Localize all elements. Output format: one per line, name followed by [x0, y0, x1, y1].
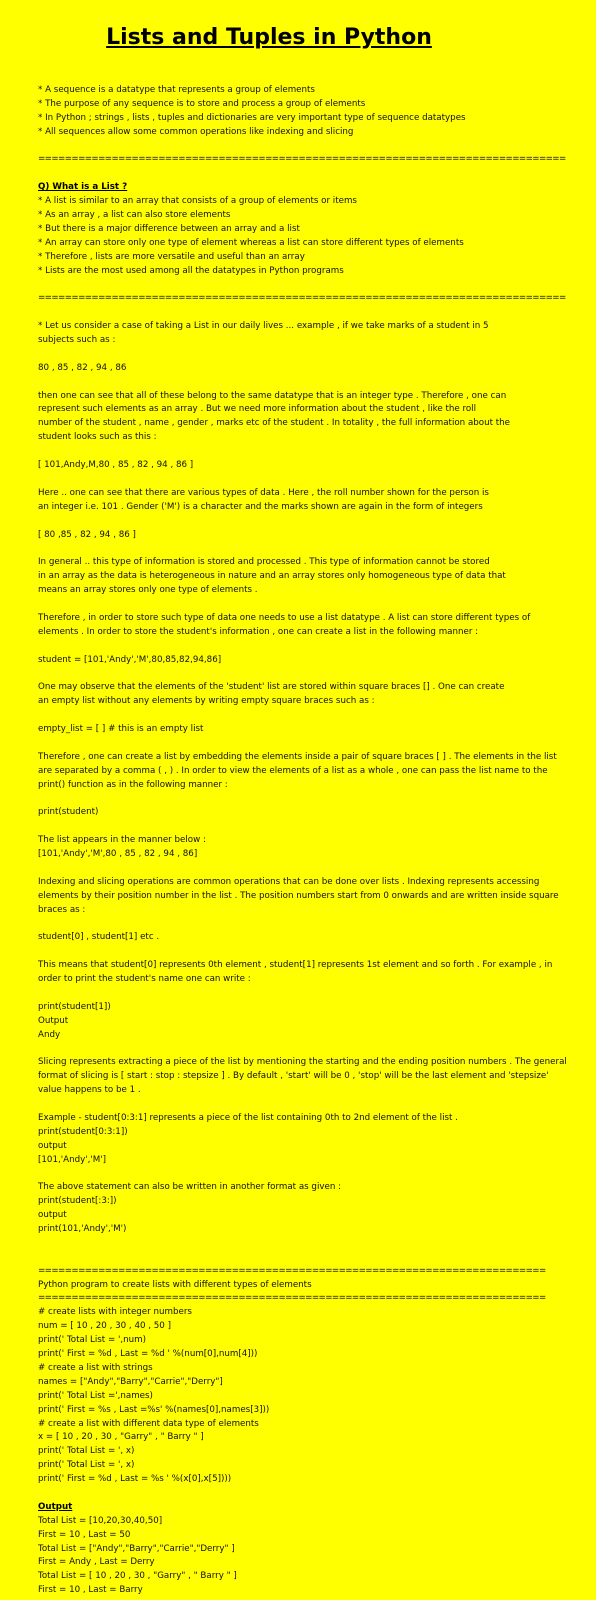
- body-line: print(student[1]): [38, 1001, 111, 1012]
- body-line: output: [38, 1210, 67, 1221]
- spacer: [38, 1487, 588, 1501]
- spacer: [38, 1251, 588, 1265]
- list-point: * Therefore , lists are more versatile and useful than an array: [38, 251, 305, 262]
- body-line: format of slicing is [ start : stop : stepsize ] . By default , 'start' will be 0 , 'stop' will be the last element and 'stepsize': [38, 1071, 549, 1082]
- code-line: # create a list with strings: [38, 1362, 153, 1373]
- body-line: [38, 1167, 588, 1181]
- body-line: In general .. this type of information is stored and processed . This type of information cannot be stored: [38, 557, 490, 568]
- list-point: * A list is similar to an array that consists of a group of elements or items: [38, 196, 357, 207]
- intro-item: * A sequence is a datatype that represents a group of elements: [38, 85, 315, 95]
- spacer: [38, 306, 588, 320]
- body-line: [38, 945, 588, 959]
- body-line: [ 80 ,85 , 82 , 94 , 86 ]: [38, 529, 136, 540]
- code-line: print(' First = %d , Last = %s ' %(x[0],x[5]))): [38, 1474, 232, 1485]
- body-line: student looks such as this :: [38, 432, 157, 443]
- body-line: then one can see that all of these belong to the same datatype that is an integer type . Therefore , one can: [38, 390, 507, 401]
- code-line: print(' First = %d , Last = %d ' %(num[0],num[4])): [38, 1349, 258, 1360]
- body-line: Output: [38, 1015, 69, 1026]
- body-line: [38, 862, 588, 876]
- body-line: [38, 737, 588, 751]
- intro-list: [38, 84, 588, 140]
- separator-line: ===============================================================================: [38, 293, 566, 304]
- body-line: order to print the student's name one can write :: [38, 974, 251, 984]
- body-line: [38, 1042, 588, 1056]
- code-line: print(' Total List =',names): [38, 1390, 153, 1401]
- intro-item: * In Python ; strings , lists , tuples and dictionaries are very important type of sequence datatypes: [38, 112, 466, 123]
- output-line: First = 10 , Last = Barry: [38, 1585, 143, 1596]
- list-point: * As an array , a list can also store elements: [38, 210, 231, 221]
- output-line: First = 10 , Last = 50: [38, 1529, 131, 1540]
- body-line: represent such elements as an array . But we need more information about the student , like the roll: [38, 404, 476, 415]
- code-line: print(' Total List = ', x): [38, 1446, 135, 1457]
- list-point: * An array can store only one type of element whereas a list can store different types of elements: [38, 237, 464, 248]
- body-line: print(student[:3:]): [38, 1196, 117, 1207]
- body-line: [38, 917, 588, 931]
- body-line: number of the student , name , gender , marks etc of the student . In totality , the full information about the: [38, 418, 511, 429]
- output-line: Total List = [10,20,30,40,50]: [38, 1515, 163, 1526]
- body-line: print(student): [38, 807, 99, 818]
- document-body: [38, 84, 588, 1598]
- body-line: [38, 376, 588, 390]
- separator-line: ============================================================================: [38, 1293, 546, 1304]
- spacer: [38, 167, 588, 181]
- program-code: [38, 1306, 588, 1487]
- code-line: x = [ 10 , 20 , 30 , "Garry" , " Barry " ]: [38, 1432, 204, 1443]
- code-line: num = [ 10 , 20 , 30 , 40 , 50 ]: [38, 1321, 171, 1332]
- body-line: This means that student[0] represents 0th element , student[1] represents 1st element and so forth . For example , in: [38, 960, 553, 971]
- list-point: * Lists are the most used among all the datatypes in Python programs: [38, 265, 344, 276]
- body-line: in an array as the data is heterogeneous in nature and an array stores only homogeneous type of data that: [38, 571, 506, 582]
- output-heading: Output: [38, 1501, 73, 1512]
- body-line: elements by their position number in the list . The position numbers start from 0 onwards and are written inside square: [38, 890, 559, 901]
- spacer: [38, 278, 588, 292]
- code-line: print(' First = %s , Last =%s' %(names[0],names[3])): [38, 1404, 270, 1415]
- program-title: Python program to create lists with different types of elements: [38, 1279, 312, 1290]
- body-line: [101,'Andy','M']: [38, 1154, 107, 1165]
- body-line: braces as :: [38, 904, 86, 915]
- intro-item: * All sequences allow some common operations like indexing and slicing: [38, 126, 354, 137]
- separator-line: ===============================================================================: [38, 154, 566, 165]
- body-line: student[0] , student[1] etc .: [38, 932, 160, 943]
- body-line: Here .. one can see that there are various types of data . Here , the roll number shown for the person is: [38, 487, 489, 498]
- body-line: [38, 1237, 588, 1251]
- body-line: means an array stores only one type of elements .: [38, 585, 258, 596]
- body-line: [38, 792, 588, 806]
- list-point: * But there is a major difference between an array and a list: [38, 223, 300, 234]
- code-line: # create lists with integer numbers: [38, 1307, 192, 1318]
- output-line: Total List = ["Andy","Barry","Carrie","Derry" ]: [38, 1543, 235, 1554]
- body-line: Example - student[0:3:1] represents a piece of the list containing 0th to 2nd element of the list .: [38, 1112, 458, 1123]
- code-line: names = ["Andy","Barry","Carrie","Derry"]: [38, 1376, 223, 1387]
- body-line: [38, 473, 588, 487]
- body-line: [ 101,Andy,M,80 , 85 , 82 , 94 , 86 ]: [38, 460, 194, 471]
- body-line: Indexing and slicing operations are common operations that can be done over lists . Indexing represents accessing: [38, 876, 540, 887]
- body-line: Slicing represents extracting a piece of the list by mentioning the starting and the ending position numbers . The general: [38, 1057, 567, 1068]
- body-line: print() function as in the following manner :: [38, 779, 228, 790]
- body-line: The above statement can also be written in another format as given :: [38, 1182, 342, 1193]
- body-line: print(101,'Andy','M'): [38, 1224, 127, 1235]
- body-line: Andy: [38, 1029, 61, 1040]
- body-line: print(student[0:3:1]): [38, 1126, 128, 1137]
- body-line: an empty list without any elements by writing empty square braces such as :: [38, 696, 375, 707]
- body-line: subjects such as :: [38, 335, 116, 346]
- body-line: 80 , 85 , 82 , 94 , 86: [38, 362, 127, 373]
- body-line: [38, 709, 588, 723]
- body-line: One may observe that the elements of the 'student' list are stored within square braces [] . One can create: [38, 682, 505, 693]
- body-line: [38, 445, 588, 459]
- body-line: an integer i.e. 101 . Gender ('M') is a character and the marks shown are again in the form of integers: [38, 501, 483, 512]
- body-line: empty_list = [ ] # this is an empty list: [38, 723, 204, 734]
- body-text: [38, 320, 588, 1251]
- body-line: [38, 987, 588, 1001]
- output-line: First = Andy , Last = Derry: [38, 1557, 155, 1568]
- body-line: The list appears in the manner below :: [38, 835, 206, 846]
- body-line: output: [38, 1140, 67, 1151]
- what-is-list-section: [38, 181, 588, 278]
- body-line: value happens to be 1 .: [38, 1085, 141, 1096]
- body-line: * Let us consider a case of taking a List in our daily lives ... example , if we take marks of a student in 5: [38, 321, 489, 332]
- spacer: [38, 140, 588, 154]
- output-section: [38, 1501, 588, 1598]
- body-line: student = [101,'Andy','M',80,85,82,94,86]: [38, 654, 222, 665]
- body-line: [38, 515, 588, 529]
- body-line: [38, 667, 588, 681]
- body-line: [38, 820, 588, 834]
- code-line: print(' Total List = ', x): [38, 1460, 135, 1471]
- code-line: # create a list with different data type of elements: [38, 1418, 259, 1429]
- body-line: [101,'Andy','M',80 , 85 , 82 , 94 , 86]: [38, 848, 198, 859]
- body-line: Therefore , in order to store such type of data one needs to use a list datatype . A list can store different types of: [38, 612, 531, 623]
- body-line: elements . In order to store the student's information , one can create a list in the following manner :: [38, 626, 479, 637]
- separator-line: ============================================================================: [38, 1265, 546, 1276]
- output-line: Total List = [ 10 , 20 , 30 , "Garry" , " Barry " ]: [38, 1571, 237, 1582]
- section-heading: Q) What is a List ?: [38, 182, 128, 193]
- body-line: [38, 348, 588, 362]
- body-line: [38, 598, 588, 612]
- body-line: Therefore , one can create a list by embedding the elements inside a pair of square braces [ ] . The elements in the list: [38, 751, 557, 762]
- body-line: [38, 640, 588, 654]
- page-title: Lists and Tuples in Python: [106, 25, 432, 50]
- body-line: are separated by a comma ( , ) . In order to view the elements of a list as a whole , one can pass the list name to the: [38, 765, 548, 776]
- body-line: [38, 542, 588, 556]
- code-line: print(' Total List = ',num): [38, 1335, 147, 1346]
- intro-item: * The purpose of any sequence is to store and process a group of elements: [38, 98, 366, 109]
- body-line: [38, 1098, 588, 1112]
